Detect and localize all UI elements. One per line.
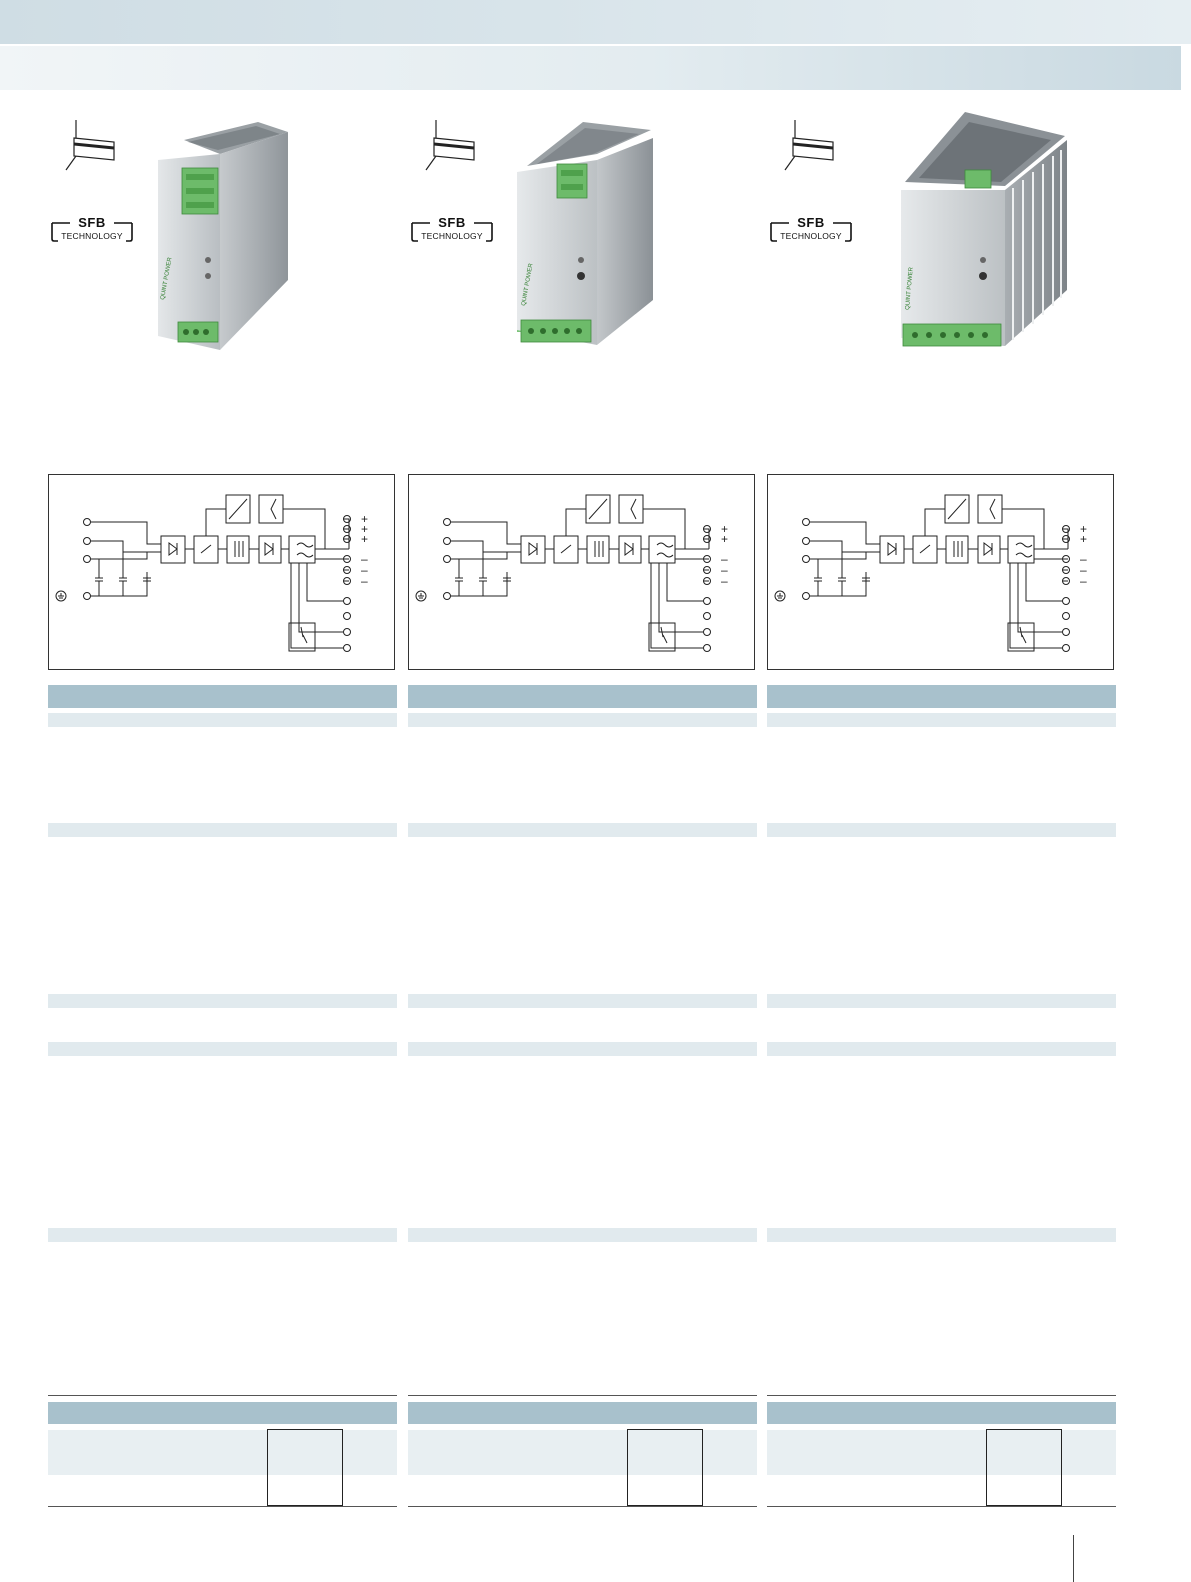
din-rail-icon (52, 120, 122, 176)
output-polarity-1: + (721, 522, 729, 536)
order-table-bottom-rule (767, 1506, 1116, 1507)
quint-power-label: QUINT POWER (160, 257, 174, 301)
output-polarity-3: – (1080, 552, 1087, 566)
order-table-row (408, 1430, 757, 1475)
output-polarity-1: + (1080, 522, 1088, 536)
spec-header-row (48, 685, 397, 708)
spec-header-row (767, 685, 1116, 708)
spec-subheader-approvals (767, 1228, 1116, 1242)
output-polarity-1: + (361, 512, 369, 526)
power-supply-photo (148, 110, 308, 360)
power-supply-photo (895, 110, 1085, 360)
order-table-header (767, 1402, 1116, 1424)
order-table-top-rule (48, 1395, 397, 1396)
power-supply-photo (513, 110, 663, 360)
din-rail-icon (771, 120, 841, 176)
order-number-box (986, 1429, 1062, 1506)
block-diagram-svg (768, 475, 1115, 671)
sfb-technology-badge (48, 217, 136, 247)
output-polarity-3: – (721, 552, 728, 566)
din-rail-icon (412, 120, 482, 176)
order-table-header (48, 1402, 397, 1424)
spec-subheader-efficiency (48, 994, 397, 1008)
order-table-row (48, 1430, 397, 1475)
sfb-technology-badge (408, 217, 496, 247)
spec-subheader-general (767, 1042, 1116, 1056)
output-polarity-5: – (361, 563, 368, 577)
block-diagram-svg (49, 475, 396, 671)
order-table-row (767, 1430, 1116, 1475)
output-polarity-5: – (721, 574, 728, 588)
block-diagram-svg (409, 475, 756, 671)
order-table-bottom-rule (48, 1506, 397, 1507)
output-polarity-3: + (361, 532, 369, 546)
order-table-bottom-rule (408, 1506, 757, 1507)
quint-power-label: QUINT POWER (905, 266, 915, 311)
spec-subheader-input (408, 713, 757, 727)
technology-label: TECHNOLOGY (421, 231, 483, 241)
technology-label: TECHNOLOGY (61, 231, 123, 241)
page-number-divider (1073, 1535, 1074, 1582)
spec-subheader-input (767, 713, 1116, 727)
output-polarity-6: – (361, 574, 368, 588)
block-diagram (408, 474, 755, 670)
sfb-label: SFB (438, 215, 466, 230)
spec-subheader-output (408, 823, 757, 837)
spec-subheader-efficiency (767, 994, 1116, 1008)
product-column-2 (408, 0, 757, 1582)
spec-subheader-input (48, 713, 397, 727)
output-polarity-4: – (721, 563, 728, 577)
output-polarity-5: – (1080, 574, 1087, 588)
spec-subheader-output (767, 823, 1116, 837)
output-polarity-2: + (1080, 532, 1088, 546)
output-polarity-2: + (721, 532, 729, 546)
order-table-top-rule (767, 1395, 1116, 1396)
block-diagram (767, 474, 1114, 670)
spec-subheader-approvals (48, 1228, 397, 1242)
product-column-3 (767, 0, 1116, 1582)
spec-subheader-approvals (408, 1228, 757, 1242)
output-polarity-4: – (1080, 563, 1087, 577)
sfb-label: SFB (797, 215, 825, 230)
order-table-header (408, 1402, 757, 1424)
order-number-box (627, 1429, 703, 1506)
sfb-technology-badge (767, 217, 855, 247)
spec-header-row (408, 685, 757, 708)
technology-label: TECHNOLOGY (780, 231, 842, 241)
product-column-1 (48, 0, 397, 1582)
spec-subheader-efficiency (408, 994, 757, 1008)
spec-subheader-output (48, 823, 397, 837)
sfb-label: SFB (78, 215, 106, 230)
order-number-box (267, 1429, 343, 1506)
output-polarity-2: + (361, 522, 369, 536)
spec-subheader-general (408, 1042, 757, 1056)
quint-power-label: QUINT POWER (521, 263, 535, 307)
order-table-top-rule (408, 1395, 757, 1396)
output-polarity-4: – (361, 552, 368, 566)
block-diagram (48, 474, 395, 670)
spec-subheader-general (48, 1042, 397, 1056)
